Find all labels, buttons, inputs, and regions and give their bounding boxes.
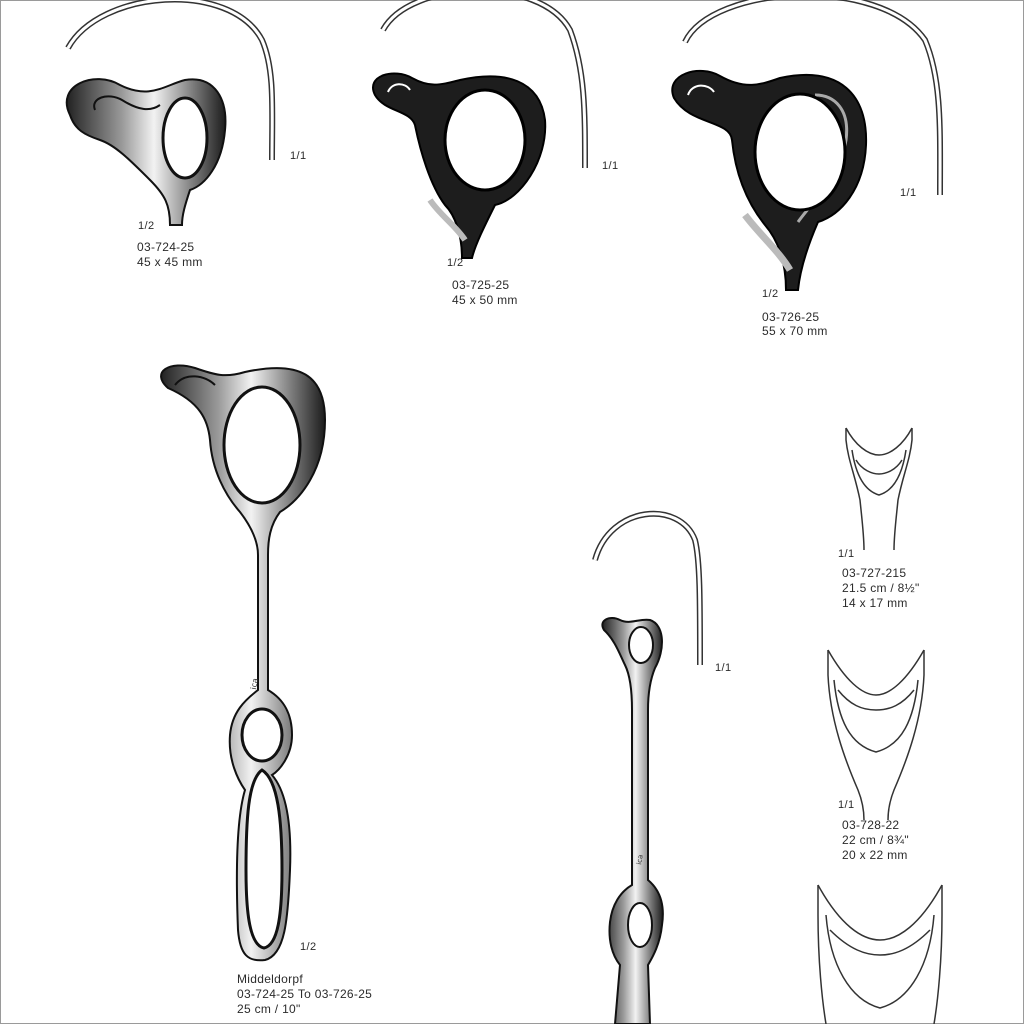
product-code: 03-727-215 [842,566,907,580]
scale-label: 1/1 [838,799,855,811]
product-length: 25 cm / 10" [237,1002,301,1016]
svg-text:ica: ica [249,677,260,691]
product-length: 22 cm / 8¾" [842,833,909,847]
middeldorpf-retractor-large [161,365,325,960]
product-code: 03-725-25 [452,278,510,292]
product-size: 45 x 50 mm [452,293,518,307]
product-code: 03-726-25 [762,310,820,324]
scale-label-right: 1/1 [900,187,917,199]
product-size: 55 x 70 mm [762,324,828,338]
scale-label-left: 1/2 [138,220,155,232]
small-retractor [602,618,662,1024]
retractor-1-blade [67,79,226,225]
blade-outline-1 [846,428,912,550]
product-range: 03-724-25 To 03-726-25 [237,987,373,1001]
scale-label: 1/2 [300,941,317,953]
product-size: 20 x 22 mm [842,848,908,862]
blade-outline-2 [828,650,924,820]
product-length: 21.5 cm / 8½" [842,581,920,595]
scale-label-right: 1/1 [290,150,307,162]
product-size: 45 x 45 mm [137,255,203,269]
scale-label: 1/1 [715,662,732,674]
product-size: 14 x 17 mm [842,596,908,610]
retractor-3-blade [672,71,866,290]
scale-label-right: 1/1 [602,160,619,172]
product-name: Middeldorpf [237,972,304,986]
scale-label-left: 1/2 [762,288,779,300]
blade-outline-3 [818,885,942,1024]
retractor-2-blade [373,73,545,258]
svg-text:ica: ica [635,854,645,866]
product-code: 03-724-25 [137,240,195,254]
product-code: 03-728-22 [842,818,900,832]
scale-label: 1/1 [838,548,855,560]
scale-label-left: 1/2 [447,257,464,269]
